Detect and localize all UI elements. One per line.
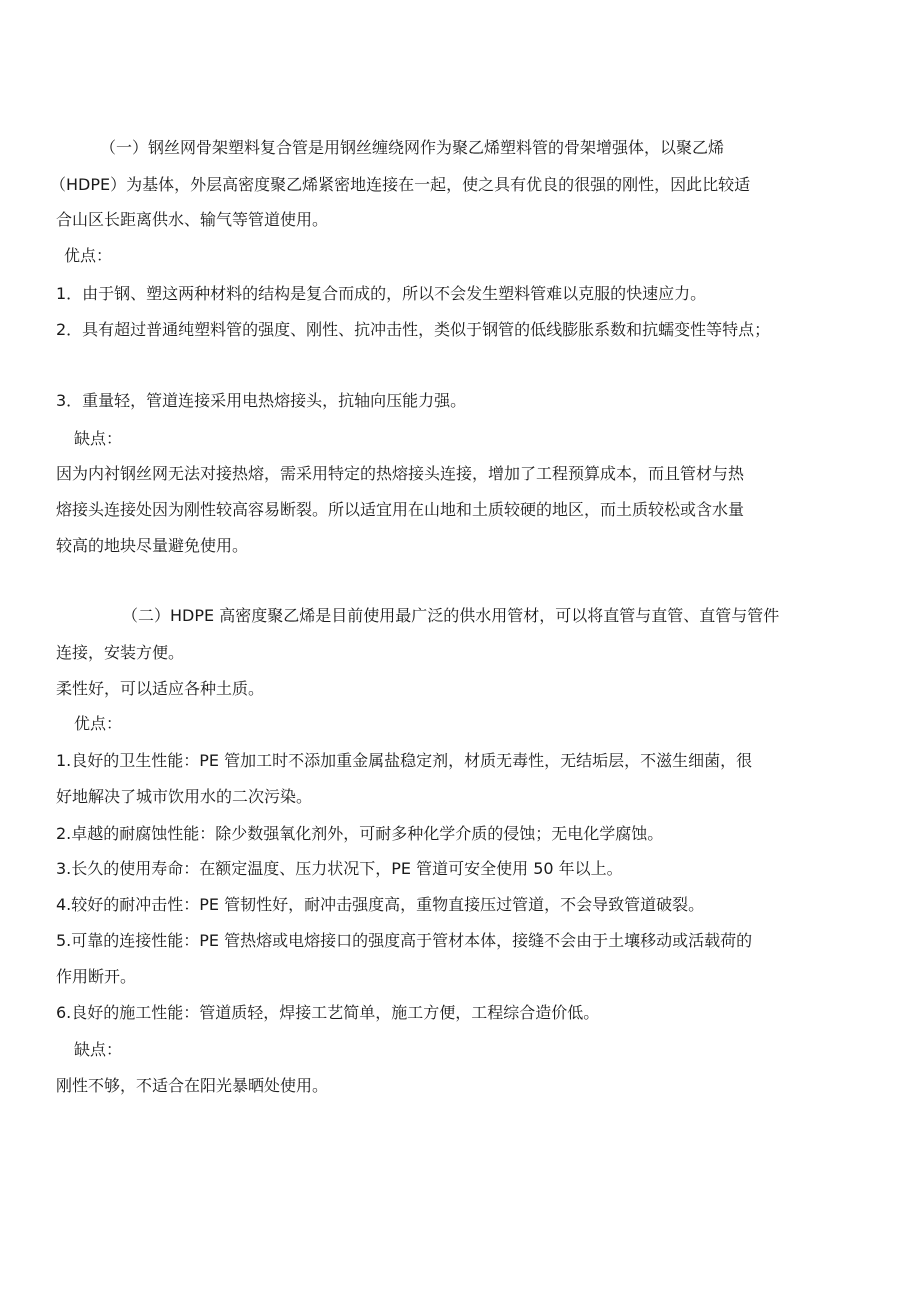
section2-advantage-6: 6.良好的施工性能：管道质轻，焊接工艺简单，施工方便，工程综合造价低。 bbox=[56, 1003, 600, 1022]
section1-intro-line3: 合山区长距离供水、输气等管道使用。 bbox=[56, 210, 329, 229]
section1-disadvantage-line2: 熔接头连接处因为刚性较高容易断裂。所以适宜用在山地和土质较硬的地区，而土质较松或含水量 bbox=[56, 500, 745, 519]
section2-advantage-3: 3.长久的使用寿命：在额定温度、压力状况下，PE 管道可安全使用 50 年以上。 bbox=[56, 859, 623, 878]
section2-intro-line2: 连接，安装方便。 bbox=[56, 643, 185, 662]
section1-disadvantages-heading: 缺点： bbox=[74, 429, 123, 448]
section2-disadvantage-line1: 刚性不够，不适合在阳光暴晒处使用。 bbox=[56, 1076, 329, 1095]
section1-intro-line1: （一）钢丝网骨架塑料复合管是用钢丝缠绕网作为聚乙烯塑料管的骨架增强体，以聚乙烯 bbox=[100, 138, 725, 157]
section1-disadvantage-line3: 较高的地块尽量避免使用。 bbox=[56, 536, 249, 555]
section2-intro-line1: （二）HDPE 高密度聚乙烯是目前使用最广泛的供水用管材，可以将直管与直管、直管与管件 bbox=[122, 606, 780, 625]
section2-disadvantages-heading: 缺点： bbox=[74, 1040, 123, 1059]
section1-intro-line2: （HDPE）为基体，外层高密度聚乙烯紧密地连接在一起，使之具有优良的很强的刚性，因此比较适 bbox=[50, 175, 751, 194]
section1-advantage-3: 3．重量轻，管道连接采用电热熔接头，抗轴向压能力强。 bbox=[56, 391, 467, 410]
section1-disadvantage-line1: 因为内衬钢丝网无法对接热熔，需采用特定的热熔接头连接，增加了工程预算成本，而且管材与热 bbox=[56, 464, 745, 483]
section2-intro-line3: 柔性好，可以适应各种土质。 bbox=[56, 679, 265, 698]
section2-advantages-heading: 优点： bbox=[74, 714, 123, 733]
section2-advantage-1-cont: 好地解决了城市饮用水的二次污染。 bbox=[56, 787, 313, 806]
section2-advantage-1: 1.良好的卫生性能：PE 管加工时不添加重金属盐稳定剂，材质无毒性，无结垢层，不滋生细菌，很 bbox=[56, 751, 753, 770]
section2-advantage-5-cont: 作用断开。 bbox=[56, 967, 137, 986]
section2-advantage-5: 5.可靠的连接性能：PE 管热熔或电熔接口的强度高于管材本体，接缝不会由于土壤移动或活载荷的 bbox=[56, 931, 753, 950]
section1-advantage-1: 1．由于钢、塑这两种材料的结构是复合而成的，所以不会发生塑料管难以克服的快速应力。 bbox=[56, 284, 707, 303]
section1-advantage-2: 2．具有超过普通纯塑料管的强度、刚性、抗冲击性，类似于钢管的低线膨胀系数和抗蠕变性等特点； bbox=[56, 320, 771, 339]
section1-advantages-heading: 优点： bbox=[64, 246, 113, 265]
section2-advantage-2: 2.卓越的耐腐蚀性能：除少数强氧化剂外，可耐多种化学介质的侵蚀；无电化学腐蚀。 bbox=[56, 824, 664, 843]
section2-advantage-4: 4.较好的耐冲击性：PE 管韧性好，耐冲击强度高，重物直接压过管道，不会导致管道破裂。 bbox=[56, 895, 705, 914]
